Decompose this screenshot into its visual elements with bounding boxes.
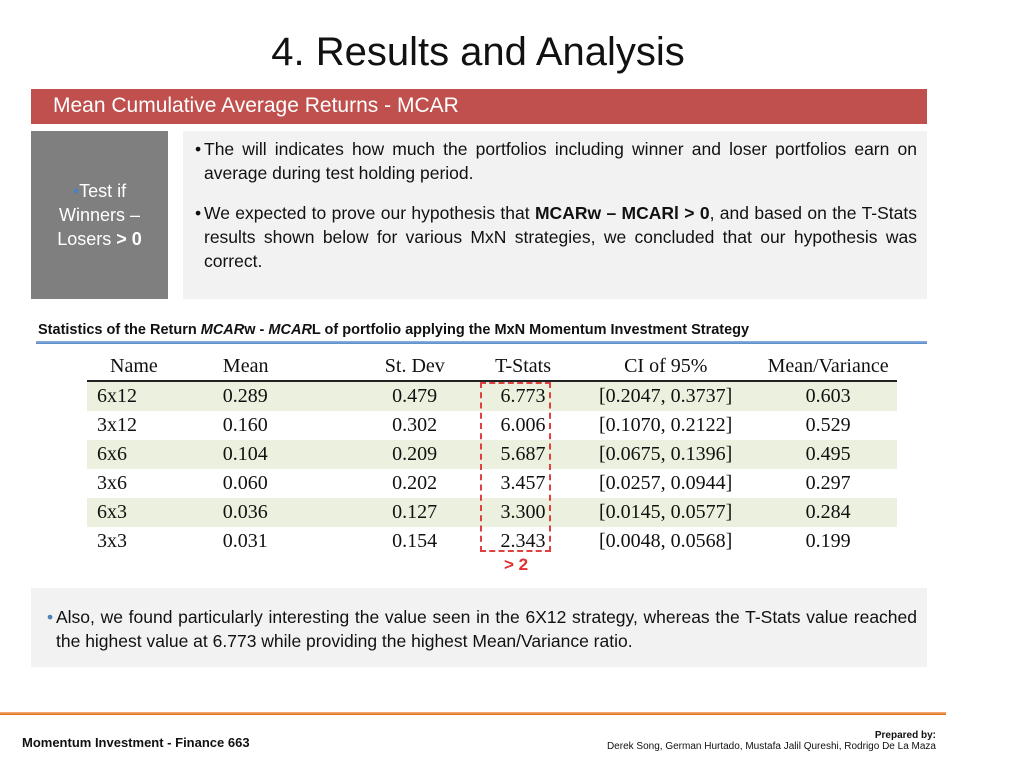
hypothesis-line-2: Winners – bbox=[58, 205, 141, 225]
table-row: 3x6 0.060 0.202 3.457 [0.0257, 0.0944] 0.297 bbox=[97, 472, 851, 494]
hypothesis-box bbox=[31, 131, 168, 299]
header-ci: CI of 95% bbox=[624, 354, 708, 377]
slide-title: 4. Results and Analysis bbox=[271, 30, 685, 74]
note-box bbox=[31, 588, 927, 667]
table-header-row bbox=[87, 352, 897, 382]
section-banner: Mean Cumulative Average Returns - MCAR bbox=[31, 89, 927, 124]
table-caption: Statistics of the Return MCARw - MCARL of portfolio applying the MxN Momentum Investment Strategy bbox=[38, 322, 750, 338]
header-mean-variance: Mean/Variance bbox=[767, 354, 889, 377]
course-label: Momentum Investment - Finance 663 bbox=[22, 735, 250, 750]
table-row: 3x3 0.031 0.154 2.343 [0.0048, 0.0568] 0.199 bbox=[97, 530, 851, 552]
header-mean: Mean bbox=[222, 354, 269, 377]
table-row: 6x6 0.104 0.209 5.687 [0.0675, 0.1396] 0.495 bbox=[87, 440, 897, 469]
hypothesis-condition: > 0 bbox=[116, 229, 142, 249]
bullet-marker: • bbox=[72, 181, 80, 201]
explanation-bullet-1: • The will indicates how much the portfolios including winner and loser portfolios earn on average during test holding period. bbox=[195, 139, 917, 183]
hypothesis-formula: MCARw – MCARl > 0 bbox=[534, 203, 710, 223]
footer-divider bbox=[0, 712, 946, 715]
tstats-highlight-box bbox=[480, 382, 551, 552]
caption-underline bbox=[36, 341, 927, 344]
header-tstats: T-Stats bbox=[495, 354, 552, 377]
explanation-box bbox=[183, 131, 927, 299]
authors: Derek Song, German Hurtado, Mustafa Jalil Qureshi, Rodrigo De La Maza bbox=[606, 741, 936, 752]
table-row: 6x3 0.036 0.127 3.300 [0.0145, 0.0577] 0.284 bbox=[87, 498, 897, 527]
table-row: 3x12 0.160 0.302 6.006 [0.1070, 0.2122] 0.529 bbox=[97, 414, 851, 436]
header-stdev: St. Dev bbox=[384, 354, 445, 377]
note-bullet: • Also, we found particularly interesting the value seen in the 6X12 strategy, whereas the T-Stats value reached the highest value at 6.773 while providing the highest Mean/Variance ratio. bbox=[47, 607, 917, 651]
explanation-bullet-2: • We expected to prove our hypothesis that MCARw – MCARl > 0, and based on the T-Stats results shown below for various MxN strategies, we concluded that our hypothesis was correct. bbox=[195, 203, 917, 271]
hypothesis-line-1: Test if bbox=[79, 181, 127, 201]
header-name: Name bbox=[110, 354, 158, 377]
prepared-by-label: Prepared by: bbox=[874, 730, 936, 741]
threshold-label: > 2 bbox=[504, 555, 529, 574]
table-row: 6x12 0.289 0.479 6.773 [0.2047, 0.3737] 0.603 bbox=[87, 382, 897, 411]
prepared-by bbox=[607, 730, 936, 752]
hypothesis-line-3: Losers bbox=[57, 229, 117, 249]
